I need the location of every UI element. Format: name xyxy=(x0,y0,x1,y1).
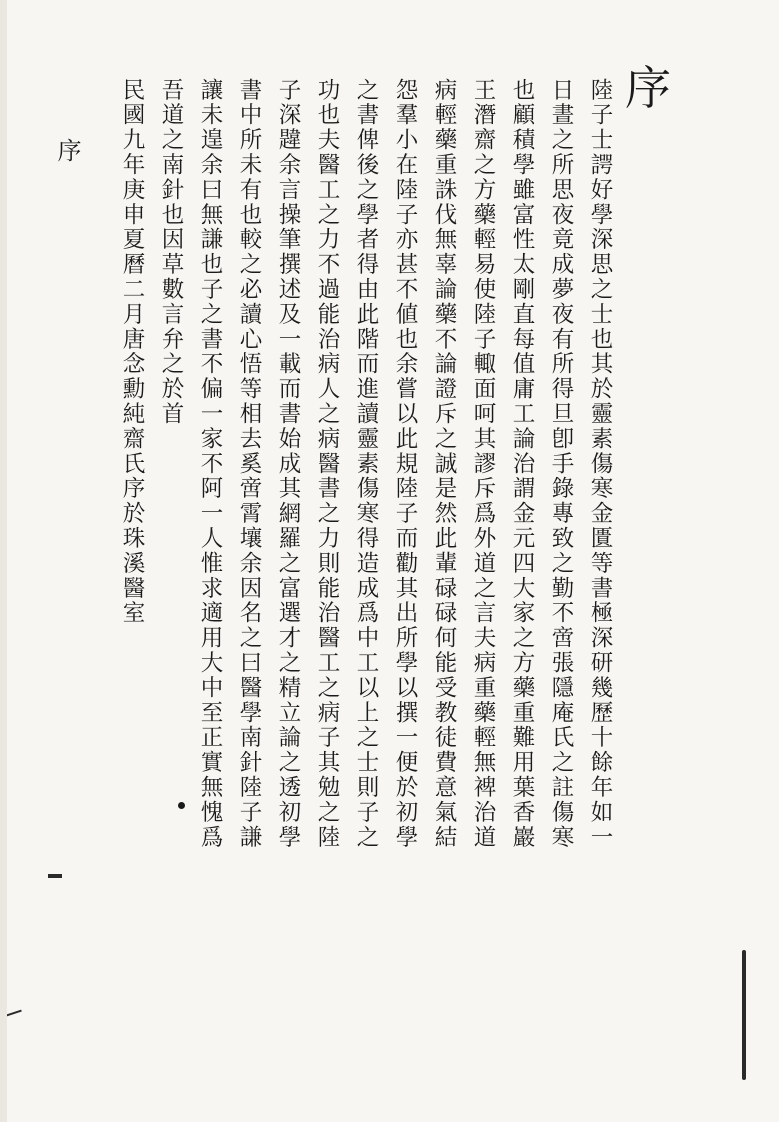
page-edge-shadow xyxy=(0,0,7,1122)
ink-mark xyxy=(48,874,62,878)
text-column-11: 讓未遑余曰無謙也子之書不偏一家不阿一人惟求適用大中至正實無愧爲 xyxy=(197,78,223,850)
date-signature-line: 民國九年庚申夏曆二月唐念勳純齋氏序於珠溪醫室 xyxy=(119,78,145,626)
ink-dot xyxy=(178,802,185,809)
text-column-10: 書中所未有也較之必讀心悟等相去奚啻霄壤余因名之曰醫學南針陸子謙 xyxy=(236,78,262,850)
text-column-5: 病輕藥重誅伐無辜論藥不論證斥之誠是然此輩碌碌何能受教徒費意氣結 xyxy=(431,78,457,850)
side-margin-label: 序 xyxy=(53,138,81,162)
text-column-1: 陸子士諤好學深思之士也其於靈素傷寒金匱等書極深研幾歷十餘年如一 xyxy=(587,78,613,850)
text-column-2: 日晝之所思夜竟成夢夜有所得旦卽手錄專致之勤不啻張隱庵氏之註傷寒 xyxy=(548,78,574,850)
text-column-8: 功也夫醫工之力不過能治病人之病醫書之力則能治醫工之病子其勉之陸 xyxy=(314,78,340,850)
text-column-4: 王潛齋之方藥輕易使陸子輙面呵其謬斥爲外道之言夫病重藥輕無裨治道 xyxy=(470,78,496,850)
text-column-3: 也顧積學雖富性太剛直每值庸工論治謂金元四大家之方藥重難用葉香巖 xyxy=(509,78,535,850)
page-title: 序 xyxy=(625,61,671,115)
text-column-6: 怨羣小在陸子亦甚不値也余嘗以此規陸子而勸其出所學以撰一便於初學 xyxy=(392,78,418,850)
text-column-12: 吾道之南針也因草數言弁之於首 xyxy=(158,78,184,427)
text-column-9: 子深韙余言操筆撰述及一載而書始成其網羅之富選才之精立論之透初學 xyxy=(275,78,301,850)
margin-scratch xyxy=(742,950,746,1080)
text-column-7: 之書俾後之學者得由此階而進讀靈素傷寒得造成爲中工以上之士則子之 xyxy=(353,78,379,850)
